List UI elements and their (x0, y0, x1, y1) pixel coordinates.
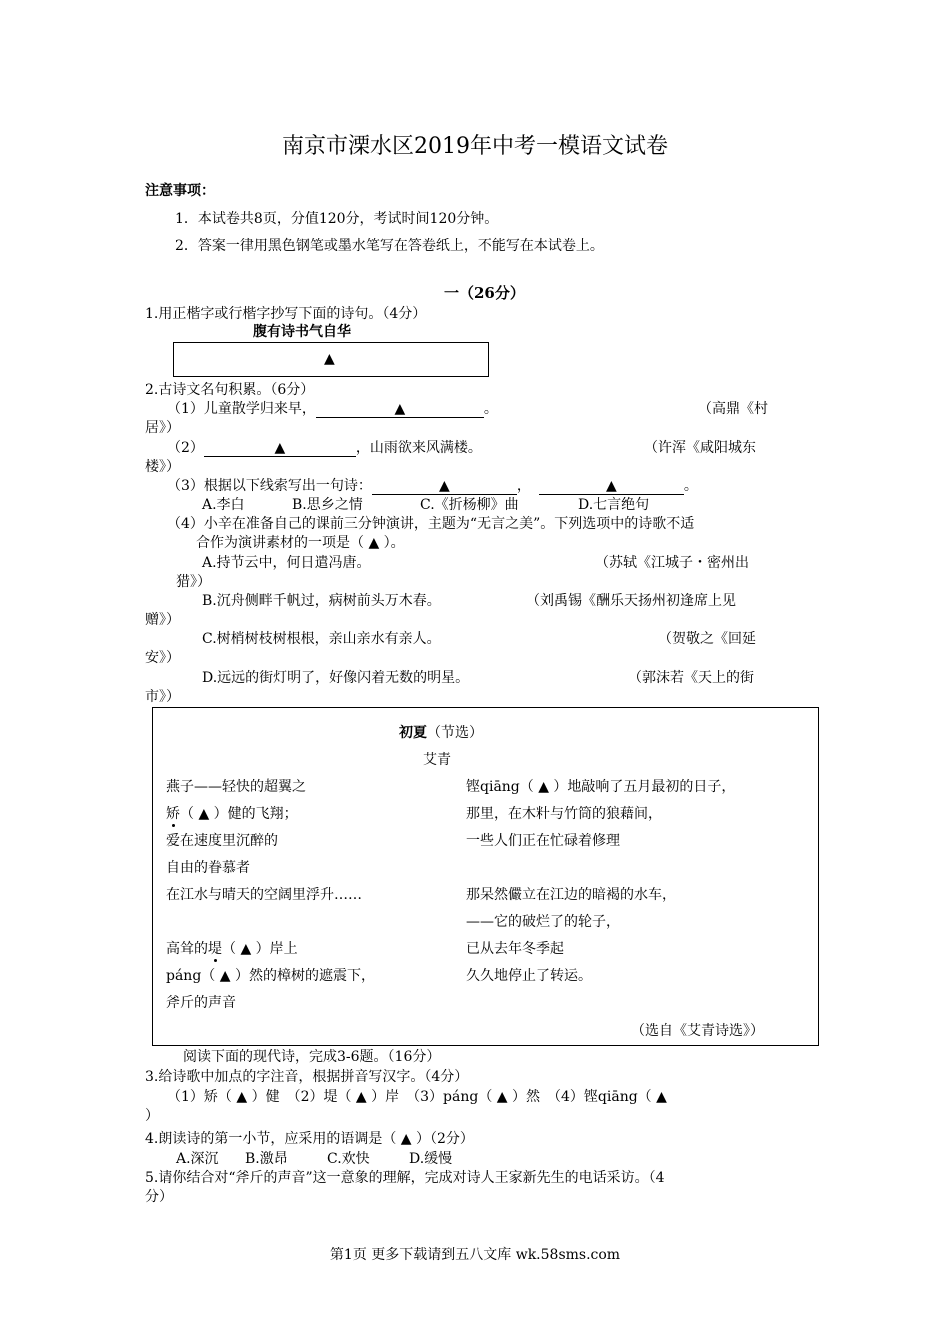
q2-clue-a: A.李白 (202, 497, 245, 513)
answer-triangle-icon: ▲ (606, 478, 617, 494)
q2-item-2-source: （许浑《咸阳城东 (644, 440, 756, 456)
q2-item-2-label: （2） (167, 440, 204, 457)
poem-left-line: 斧斤的声音 (166, 995, 236, 1011)
q3-items-cont: ） (145, 1108, 159, 1124)
q2-option-d: D.远远的街灯明了，好像闪着无数的明星。 (202, 670, 470, 686)
q1-verse: 腹有诗书气自华 (253, 324, 351, 340)
q4-option-b: B.激昂 (245, 1151, 288, 1167)
q5-prompt-cont: 分） (145, 1189, 173, 1205)
answer-blank (316, 401, 484, 418)
q2-option-b-source-cont: 赠》） (145, 612, 180, 628)
answer-blank (372, 478, 517, 495)
q2-item-3-sep: ， (516, 478, 531, 495)
poem-author: 艾青 (423, 752, 451, 768)
poem-left-line (166, 803, 298, 823)
q2-clue-b: B.思乡之情 (292, 497, 363, 513)
poem-left-line: páng（ ▲ ）然的樟树的遮震下， (166, 968, 375, 984)
poem-left-line-rest: （ ▲ ）岸上 (222, 941, 298, 957)
answer-triangle-icon: ▲ (394, 401, 406, 417)
q2-item-3-end: 。 (683, 478, 698, 495)
q2-option-c: C.树梢树枝树根根，亲山亲水有亲人。 (202, 631, 441, 647)
q2-option-a-source-cont: 猎》） (176, 574, 211, 590)
answer-blank (204, 440, 356, 457)
answer-triangle-icon: ▲ (439, 478, 450, 494)
notice-item-2: 2．答案一律用黑色钢笔或墨水笔写在答卷纸上，不能写在本试卷上。 (175, 238, 604, 254)
poem-left-line (166, 938, 298, 958)
q4-option-c: C.欢快 (327, 1151, 370, 1167)
poem-title-line (399, 722, 483, 742)
answer-triangle-icon: ▲ (324, 351, 335, 367)
q2-item-4-line1: （4）小辛在准备自己的课前三分钟演讲，主题为“无言之美”。下列选项中的诗歌不适 (167, 516, 695, 532)
q3-items: （1）矫（ ▲ ）健 （2）堤（ ▲ ）岸 （3）páng（ ▲ ）然 （4）铿qiāng（ ▲ (167, 1089, 667, 1105)
q2-prompt: 2.古诗文名句积累。（6分） (145, 382, 315, 398)
poem-title: 初夏 (399, 725, 427, 741)
q4-option-d: D.缓慢 (409, 1151, 453, 1167)
notice-heading: 注意事项： (145, 183, 215, 199)
q1-prompt: 1.用正楷字或行楷字抄写下面的诗句。（4分） (145, 306, 427, 322)
poem-left-line: 自由的眷慕者 (166, 860, 250, 876)
q2-option-b-source: （刘禹锡《酬乐天扬州初逢席上见 (526, 593, 736, 609)
poem-left-line-pre: 高耸的 (166, 941, 208, 957)
q3-prompt: 3.给诗歌中加点的字注音，根据拼音写汉字。（4分） (145, 1069, 469, 1085)
section-heading: 一（26分） (444, 284, 525, 302)
poem-left-line: 在江水与晴天的空阔里浮升…… (166, 887, 362, 903)
q2-item-1 (167, 401, 498, 418)
reading-intro: 阅读下面的现代诗，完成3-6题。（16分） (183, 1049, 441, 1065)
answer-blank (539, 478, 684, 495)
q2-clue-d: D.七言绝句 (578, 497, 650, 513)
poem-right-line: 已从去年冬季起 (466, 941, 564, 957)
q2-clue-c: C.《折杨柳》曲 (420, 497, 519, 513)
q1-answer-box (173, 342, 489, 377)
q2-item-2-text: ，山雨欲来风满楼。 (355, 440, 482, 457)
q2-option-d-source-cont: 市》） (145, 689, 180, 705)
q2-option-c-source-cont: 安》） (145, 650, 180, 666)
q2-option-a-source: （苏轼《江城子・密州出 (595, 555, 749, 571)
q2-item-3 (167, 478, 698, 495)
q2-item-1-text: （1）儿童散学归来早， (167, 401, 316, 418)
q2-option-a: A.持节云中，何日遣冯唐。 (202, 555, 371, 571)
poem-right-line: 久久地停止了转运。 (466, 968, 592, 984)
q4-prompt: 4.朗读诗的第一小节，应采用的语调是（ ▲ ）（2分） (145, 1131, 474, 1147)
poem-right-line: 那里，在木籵与竹筒的狼藉间， (466, 806, 662, 822)
q2-item-4-line2: 合作为演讲素材的一项是（ ▲ ）。 (196, 535, 405, 551)
q5-prompt: 5.请你结合对“斧斤的声音”这一意象的理解，完成对诗人王家新先生的电话采访。（4 (145, 1170, 665, 1186)
poem-box (152, 707, 819, 1046)
q2-item-3-text: （3）根据以下线索写出一句诗： (167, 478, 372, 495)
q2-option-b: B.沉舟侧畔千帆过，病树前头万木春。 (202, 593, 441, 609)
poem-title-note: （节选） (427, 725, 483, 741)
poem-right-line: 一些人们正在忙碌着修理 (466, 833, 620, 849)
poem-right-line: 铿qiāng（ ▲ ）地敲响了五月最初的日子， (466, 779, 736, 795)
poem-source: （选自《艾青诗选》） (631, 1023, 764, 1039)
page-footer: 第1页 更多下载请到五八文库 wk.58sms.com (329, 1247, 621, 1263)
page-title: 南京市溧水区2019年中考一模语文试卷 (282, 134, 668, 159)
poem-left-line: 燕子——轻快的超翼之 (166, 779, 306, 795)
q4-option-a: A.深沉 (176, 1151, 219, 1167)
poem-left-line-rest: （ ▲ ）健的飞翔； (180, 806, 298, 822)
q2-option-c-source: （贺敬之《回延 (658, 631, 756, 647)
q2-item-2 (167, 440, 482, 457)
q2-item-1-source: （高鼎《村 (698, 401, 768, 417)
notice-item-1: 1．本试卷共8页，分值120分，考试时间120分钟。 (175, 211, 499, 227)
q2-item-1-source-cont: 居》） (145, 420, 180, 436)
poem-right-line: 那呆然儼立在江边的暗褐的水车， (466, 887, 676, 903)
emphasis-dot-char: 堤 (208, 941, 222, 957)
answer-triangle-icon: ▲ (274, 440, 286, 456)
q2-item-1-end: 。 (483, 401, 498, 418)
poem-left-line: 爱在速度里沉醉的 (166, 833, 278, 849)
emphasis-dot-char: 矫 (166, 806, 180, 822)
q2-option-d-source: （郭沫若《天上的街 (628, 670, 754, 686)
q2-item-2-source-cont: 楼》） (145, 459, 180, 475)
poem-right-line: ——它的破烂了的轮子， (466, 914, 620, 930)
